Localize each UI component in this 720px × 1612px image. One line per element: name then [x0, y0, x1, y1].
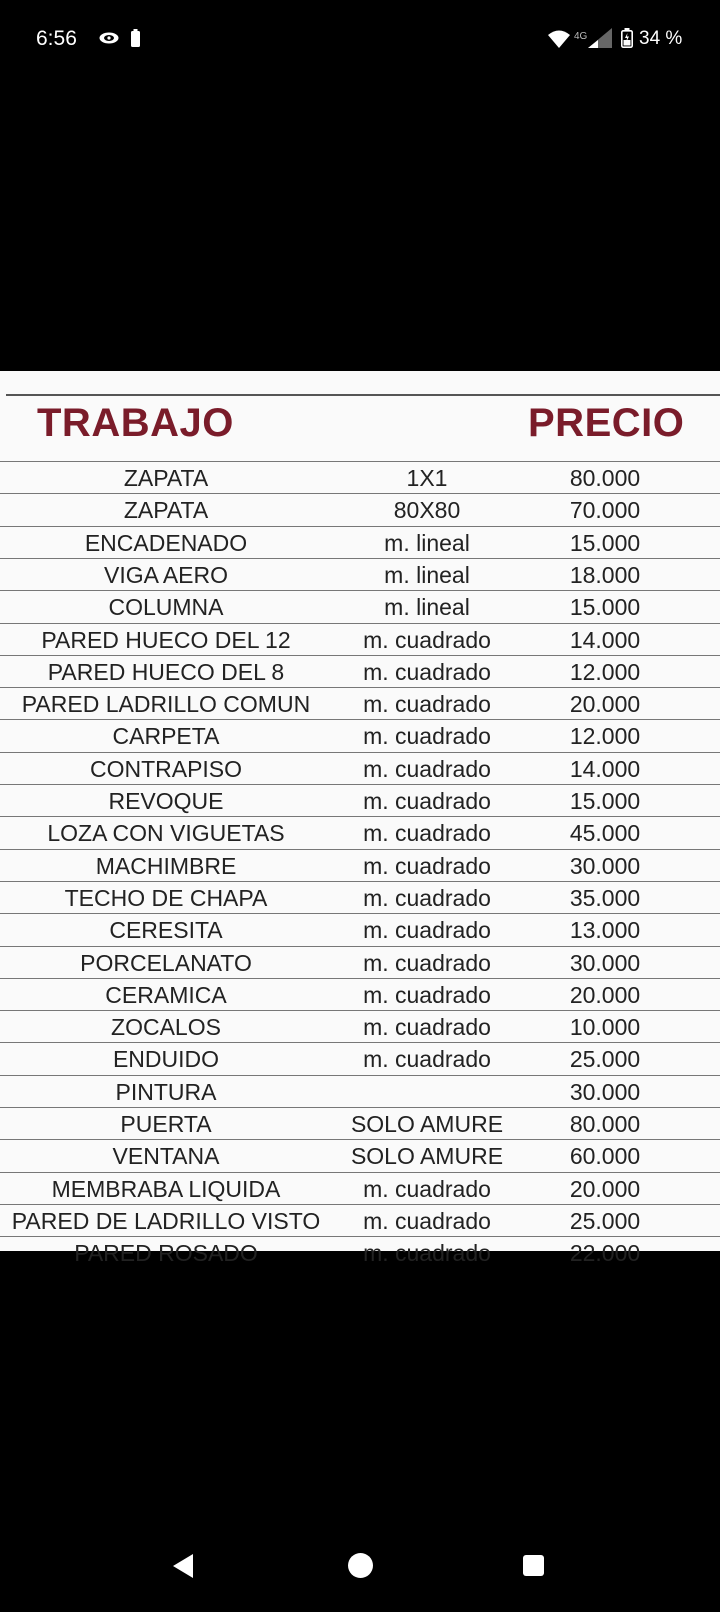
row-unidad: m. lineal [384, 529, 470, 556]
table-row [0, 493, 720, 526]
row-trabajo: PARED HUECO DEL 8 [47, 658, 285, 685]
row-precio: 10.000 [569, 1014, 641, 1041]
row-unidad: m. cuadrado [363, 1240, 491, 1267]
header-precio: PRECIO [528, 401, 685, 445]
row-trabajo: ZOCALOS [111, 1014, 221, 1041]
row-trabajo: MACHIMBRE [95, 852, 237, 879]
row-precio: 45.000 [569, 820, 641, 847]
row-unidad: m. cuadrado [363, 658, 491, 685]
row-trabajo: COLUMNA [108, 594, 224, 621]
row-unidad: m. cuadrado [363, 949, 491, 976]
row-unidad: m. cuadrado [363, 626, 491, 653]
row-trabajo: VIGA AERO [104, 561, 228, 588]
row-precio: 20.000 [569, 691, 641, 718]
row-precio: 30.000 [569, 949, 641, 976]
row-unidad: SOLO AMURE [350, 1111, 504, 1137]
status-time: 6:56 [36, 27, 77, 50]
battery-small-icon [131, 29, 140, 47]
row-trabajo: ZAPATA [123, 497, 209, 524]
row-precio: 35.000 [569, 884, 641, 911]
row-precio: 80.000 [569, 1111, 641, 1137]
recents-icon[interactable] [523, 1555, 544, 1576]
row-unidad: SOLO AMURE [350, 1143, 504, 1170]
row-unidad: 1X1 [406, 465, 448, 491]
navigation-bar [0, 1540, 720, 1612]
row-unidad: m. cuadrado [363, 1014, 491, 1041]
row-trabajo: LOZA CON VIGUETAS [47, 820, 285, 847]
row-precio: 15.000 [569, 788, 641, 814]
table-row [0, 849, 720, 882]
row-precio: 20.000 [569, 1175, 641, 1202]
table-row [0, 687, 720, 720]
table-row [0, 526, 720, 559]
row-trabajo: TECHO DE CHAPA [64, 884, 268, 911]
row-unidad: m. cuadrado [363, 917, 491, 944]
row-precio: 15.000 [569, 529, 641, 556]
row-trabajo: ENCADENADO [84, 529, 248, 556]
table-row [0, 590, 720, 623]
row-trabajo: PARED LADRILLO COMUN [21, 691, 311, 718]
table-row [0, 816, 720, 849]
network-label: 4G [574, 31, 588, 42]
row-trabajo: CARPETA [112, 723, 220, 750]
row-precio: 30.000 [569, 852, 641, 879]
row-unidad: m. lineal [384, 594, 470, 621]
row-unidad: m. cuadrado [363, 981, 491, 1008]
row-precio: 30.000 [569, 1078, 641, 1105]
row-unidad: m. cuadrado [363, 691, 491, 718]
row-unidad: m. cuadrado [363, 852, 491, 879]
row-precio: 18.000 [569, 561, 641, 588]
row-precio: 12.000 [569, 723, 641, 750]
row-precio: 25.000 [569, 1207, 641, 1234]
table-row [0, 913, 720, 946]
row-unidad: m. lineal [384, 561, 470, 588]
table-row [0, 881, 720, 914]
row-precio: 13.000 [569, 917, 641, 944]
row-trabajo: REVOQUE [108, 788, 224, 814]
row-unidad: m. cuadrado [363, 884, 491, 911]
battery-icon [621, 28, 633, 48]
table-row [0, 1042, 720, 1075]
row-trabajo: PUERTA [120, 1111, 212, 1137]
row-precio: 14.000 [569, 755, 641, 782]
status-bar [0, 0, 720, 80]
row-trabajo: ZAPATA [123, 465, 209, 491]
table-row [0, 784, 720, 817]
table-row [0, 1139, 720, 1172]
row-trabajo: MEMBRABA LIQUIDA [51, 1175, 281, 1202]
table-row [0, 719, 720, 752]
row-unidad: m. cuadrado [363, 723, 491, 750]
table-row [0, 623, 720, 656]
signal-icon [574, 28, 612, 48]
home-icon[interactable] [348, 1553, 373, 1578]
row-precio: 15.000 [569, 594, 641, 621]
row-trabajo: CERESITA [109, 917, 223, 944]
price-list-image[interactable] [0, 371, 720, 1267]
table-row [0, 1107, 720, 1140]
table-row [0, 946, 720, 979]
row-trabajo: CONTRAPISO [89, 755, 243, 782]
row-unidad: m. cuadrado [363, 788, 491, 814]
row-precio: 80.000 [569, 465, 641, 491]
eye-icon [99, 32, 119, 44]
row-unidad: m. cuadrado [363, 1207, 491, 1234]
row-unidad: m. cuadrado [363, 820, 491, 847]
table-row [0, 978, 720, 1011]
top-divider [6, 394, 720, 396]
battery-percentage: 34 % [639, 28, 683, 49]
table-row [0, 1075, 720, 1108]
row-unidad: m. cuadrado [363, 755, 491, 782]
row-precio: 14.000 [569, 626, 641, 653]
table-row [0, 1172, 720, 1205]
header-trabajo: TRABAJO [37, 401, 234, 445]
row-trabajo: ENDUIDO [112, 1046, 220, 1073]
row-precio: 22.000 [569, 1240, 641, 1267]
row-trabajo: PINTURA [115, 1078, 217, 1105]
row-precio: 25.000 [569, 1046, 641, 1073]
row-trabajo: PORCELANATO [80, 949, 252, 976]
row-trabajo: CERAMICA [105, 981, 227, 1008]
row-trabajo: PARED HUECO DEL 12 [41, 626, 291, 653]
table-row [0, 1236, 720, 1269]
table-row [0, 558, 720, 591]
row-precio: 12.000 [569, 658, 641, 685]
row-unidad: m. cuadrado [363, 1175, 491, 1202]
back-icon[interactable] [173, 1554, 193, 1578]
row-precio: 60.000 [569, 1143, 641, 1170]
row-unidad: 80X80 [393, 497, 461, 524]
row-unidad: m. cuadrado [363, 1046, 491, 1073]
row-precio: 70.000 [569, 497, 641, 524]
row-trabajo: VENTANA [112, 1143, 220, 1170]
table-row [0, 752, 720, 785]
row-trabajo: PARED DE LADRILLO VISTO [11, 1207, 321, 1234]
row-precio: 20.000 [569, 981, 641, 1008]
row-trabajo: PARED ROSADO [74, 1240, 258, 1267]
table-row [0, 1010, 720, 1043]
table-row [0, 1204, 720, 1237]
wifi-icon [548, 30, 570, 48]
table-row [0, 655, 720, 688]
table-row [0, 461, 720, 494]
